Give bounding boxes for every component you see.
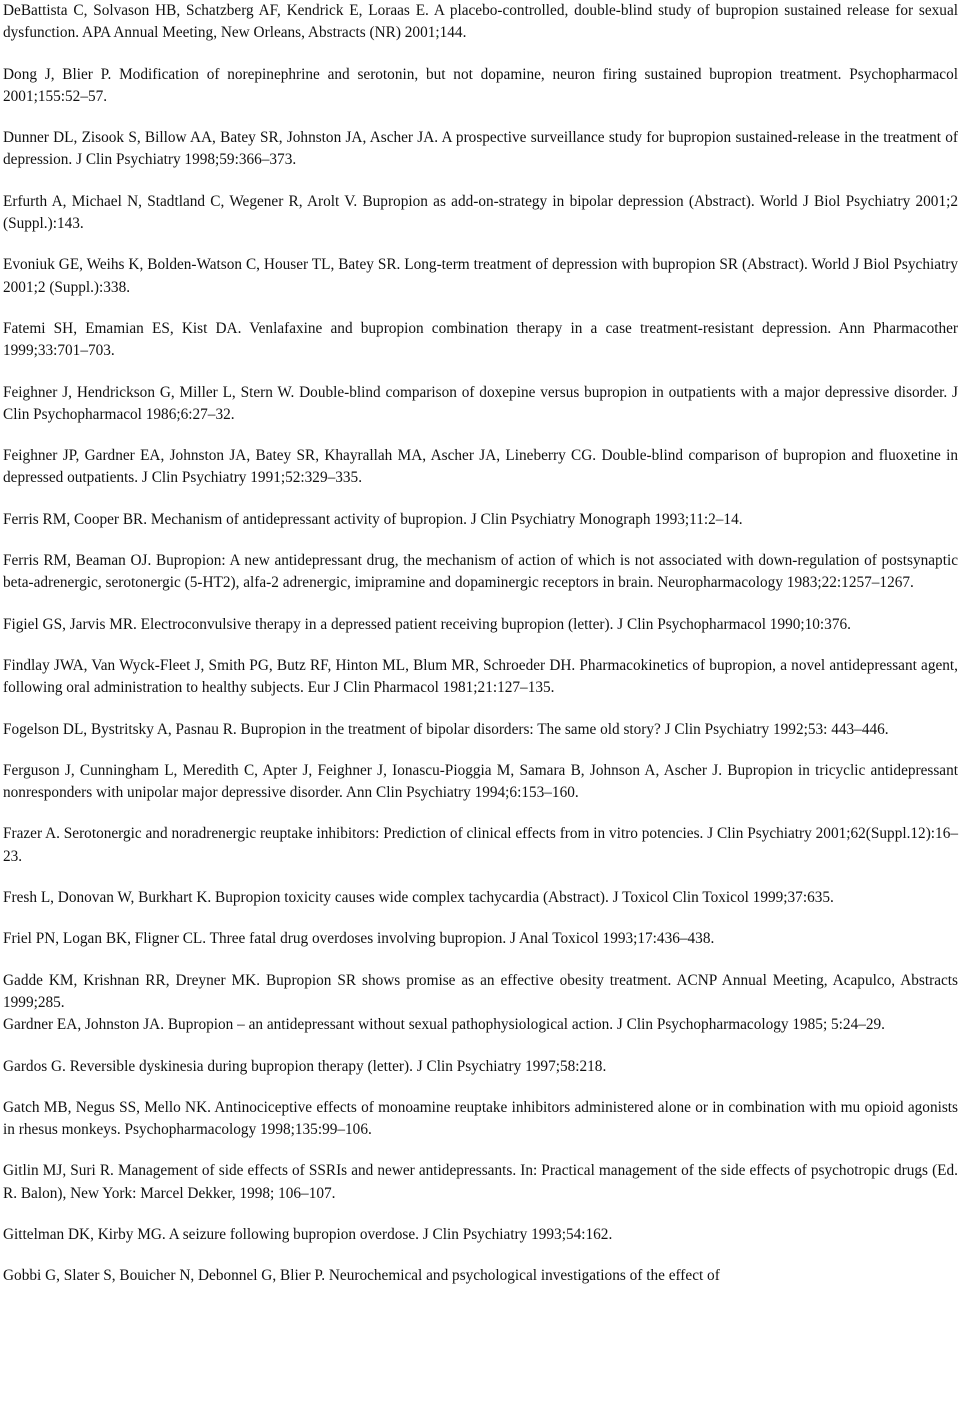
reference-gittelman: Gittelman DK, Kirby MG. A seizure following bupropion overdose. J Clin Psychiatry 1993;54:162. <box>3 1225 613 1243</box>
reference-evoniuk: Evoniuk GE, Weihs K, Bolden-Watson C, Houser TL, Batey SR. Long-term treatment of depression with bupropion SR (Abstract). World J Biol Psychiatry 2001;2 (Suppl.):338. <box>3 256 958 296</box>
reference-list <box>3 0 958 1288</box>
reference-fresh: Fresh L, Donovan W, Burkhart K. Bupropion toxicity causes wide complex tachycardia (Abstract). J Toxicol Clin Toxicol 1999;37:635. <box>3 889 834 907</box>
reference-gatch: Gatch MB, Negus SS, Mello NK. Antinociceptive effects of monoamine reuptake inhibitors administered alone or in combination with mu opioid agonists in rhesus monkeys. Psychopharmacology 1998;135:99–106. <box>3 1098 958 1139</box>
reference-frazer: Frazer A. Serotonergic and noradrenergic reuptake inhibitors: Prediction of clinical effects from in vitro potencies. J Clin Psychiatry 2001;62(Suppl.12):16–23. <box>3 825 958 865</box>
reference-gadde: Gadde KM, Krishnan RR, Dreyner MK. Bupropion SR shows promise as an effective obesity treatment. ACNP Annual Meeting, Acapulco, Abstracts 1999;285. <box>3 971 958 1011</box>
reference-debattista: DeBattista C, Solvason HB, Schatzberg AF, Kendrick E, Loraas E. A placebo-controlled, double-blind study of bupropion sustained release for sexual dysfunction. APA Annual Meeting, New Orleans, Abstracts (NR) 2001;144. <box>3 2 958 42</box>
reference-gardner: Gardner EA, Johnston JA. Bupropion – an antidepressant without sexual pathophysiological action. J Clin Psychopharmacology 1985; 5:24–29. <box>3 1016 885 1034</box>
reference-figiel: Figiel GS, Jarvis MR. Electroconvulsive therapy in a depressed patient receiving bupropion (letter). J Clin Psychopharmacol 1990;10:376. <box>3 615 851 633</box>
reference-findlay: Findlay JWA, Van Wyck-Fleet J, Smith PG, Butz RF, Hinton ML, Blum MR, Schroeder DH. Pharmacokinetics of bupropion, a novel antidepressant agent, following oral administration to healthy subjects. Eur J Clin Pharmacol 1981;21:127–135. <box>3 656 958 697</box>
reference-ferris-beaman: Ferris RM, Beaman OJ. Bupropion: A new antidepressant drug, the mechanism of action of which is not associated with down-regulation of postsynaptic beta-adrenergic, serotonergic (5-HT2), alfa-2 adrenergic, imipramine and dopaminergic receptors in brain. Neuropharmacology 1983;22:1257–1267. <box>3 552 958 592</box>
reference-feighner-jp: Feighner JP, Gardner EA, Johnston JA, Batey SR, Khayrallah MA, Ascher JA, Lineberry CG. Double-blind comparison of bupropion and fluoxetine in depressed outpatients. J Clin Psychiatry 1991;52:329–335. <box>3 447 958 487</box>
reference-feighner-j: Feighner J, Hendrickson G, Miller L, Stern W. Double-blind comparison of doxepine versus bupropion in outpatients with a major depressive disorder. J Clin Psychopharmacol 1986;6:27–32. <box>3 383 958 423</box>
reference-gobbi: Gobbi G, Slater S, Bouicher N, Debonnel G, Blier P. Neurochemical and psychological investigations of the effect of <box>3 1267 720 1285</box>
reference-ferris-cooper: Ferris RM, Cooper BR. Mechanism of antidepressant activity of bupropion. J Clin Psychiatry Monograph 1993;11:2–14. <box>3 510 743 528</box>
reference-ferguson: Ferguson J, Cunningham L, Meredith C, Apter J, Feighner J, Ionascu-Pioggia M, Samara B, Johnson A, Ascher J. Bupropion in tricyclic antidepressant nonresponders with unipolar major depressive disorder. Ann Clin Psychiatry 1994;6:153–160. <box>3 761 958 802</box>
reference-friel: Friel PN, Logan BK, Fligner CL. Three fatal drug overdoses involving bupropion. J Anal Toxicol 1993;17:436–438. <box>3 930 715 948</box>
reference-dunner: Dunner DL, Zisook S, Billow AA, Batey SR, Johnston JA, Ascher JA. A prospective surveillance study for bupropion sustained-release in the treatment of depression. J Clin Psychiatry 1998;59:366–373. <box>3 129 958 169</box>
reference-gardos: Gardos G. Reversible dyskinesia during bupropion therapy (letter). J Clin Psychiatry 1997;58:218. <box>3 1057 607 1075</box>
reference-gitlin: Gitlin MJ, Suri R. Management of side effects of SSRIs and newer antidepressants. In: Practical management of the side effects of psychotropic drugs (Ed. R. Balon), New York: Marcel Dekker, 1998; 106–107. <box>3 1162 958 1202</box>
reference-erfurth: Erfurth A, Michael N, Stadtland C, Wegener R, Arolt V. Bupropion as add-on-strategy in bipolar depression (Abstract). World J Biol Psychiatry 2001;2 (Suppl.):143. <box>3 192 958 233</box>
reference-dong: Dong J, Blier P. Modification of norepinephrine and serotonin, but not dopamine, neuron firing sustained bupropion treatment. Psychopharmacol 2001;155:52–57. <box>3 65 958 105</box>
reference-fatemi: Fatemi SH, Emamian ES, Kist DA. Venlafaxine and bupropion combination therapy in a case treatment-resistant depression. Ann Pharmacother 1999;33:701–703. <box>3 319 958 360</box>
reference-fogelson: Fogelson DL, Bystritsky A, Pasnau R. Bupropion in the treatment of bipolar disorders: The same old story? J Clin Psychiatry 1992;53: 443–446. <box>3 720 889 738</box>
